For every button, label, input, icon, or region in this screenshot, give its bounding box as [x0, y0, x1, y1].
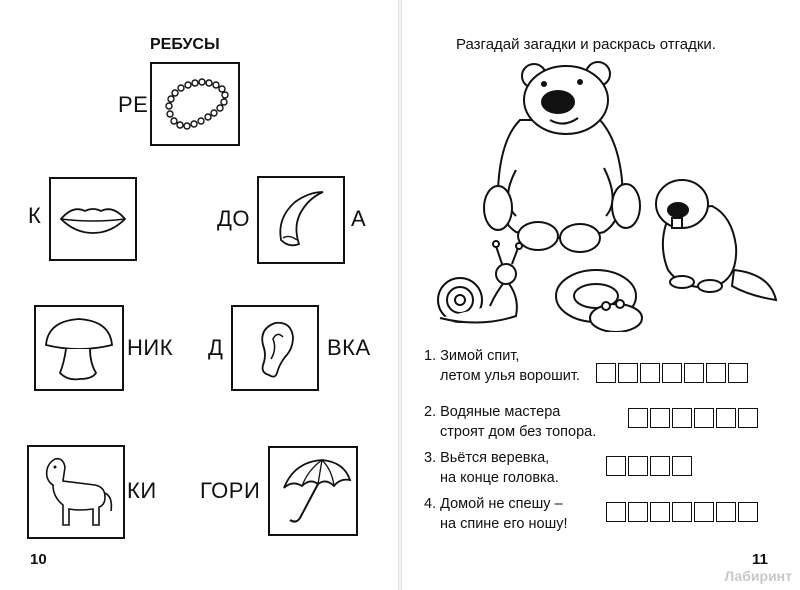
answer-cell[interactable] [628, 502, 648, 522]
book-spine [398, 0, 402, 590]
riddle-3-line-1: 3. Вьётся веревка, [424, 450, 550, 466]
answer-cell[interactable] [738, 408, 758, 428]
page-number-right: 11 [752, 551, 768, 568]
answer-cell[interactable] [728, 363, 748, 383]
rebus-5-suffix: ВКА [327, 335, 371, 360]
bear-drawing [484, 62, 640, 252]
rebus-4-suffix: НИК [127, 335, 174, 360]
horse-icon [29, 447, 123, 537]
riddle-4-line-2: на спине его ношу! [440, 516, 568, 532]
rebus-2-picture-box [49, 177, 137, 261]
rebus-7-prefix: ГОРИ [200, 478, 261, 503]
answer-cell[interactable] [650, 408, 670, 428]
lips-icon [51, 179, 135, 259]
riddle-4 [424, 494, 568, 534]
answer-cell[interactable] [640, 363, 660, 383]
riddle-3-answer-cells[interactable] [606, 456, 692, 476]
beaver-drawing [656, 180, 776, 300]
riddle-1 [424, 346, 580, 386]
beads-necklace-icon [152, 64, 238, 144]
answer-cell[interactable] [694, 502, 714, 522]
riddle-2-answer-cells[interactable] [628, 408, 758, 428]
watermark-logo: Лабиринт [724, 568, 792, 584]
left-page [0, 0, 396, 590]
answer-cell[interactable] [694, 408, 714, 428]
answer-cell[interactable] [716, 408, 736, 428]
claw-icon [259, 178, 343, 262]
rebus-6-suffix: КИ [127, 478, 157, 503]
riddle-4-answer-cells[interactable] [606, 502, 758, 522]
rebus-6-picture-box [27, 445, 125, 539]
riddle-2-line-2: строят дом без топора. [440, 424, 597, 440]
umbrella-icon [270, 448, 356, 534]
ear-icon [233, 307, 317, 389]
rebus-1-picture-box [150, 62, 240, 146]
rebus-5-picture-box [231, 305, 319, 391]
riddle-1-line-1: 1. Зимой спит, [424, 348, 520, 364]
animals-illustration [420, 60, 780, 332]
riddle-1-answer-cells[interactable] [596, 363, 748, 383]
mushroom-icon [36, 307, 122, 389]
rebus-4-picture-box [34, 305, 124, 391]
right-page [404, 0, 800, 590]
riddle-2 [424, 402, 596, 442]
rebus-2-prefix: К [28, 203, 42, 228]
riddle-3 [424, 448, 559, 488]
rebus-3-prefix: ДО [217, 206, 251, 231]
answer-cell[interactable] [684, 363, 704, 383]
instruction-text: Разгадай загадки и раскрась отгадки. [456, 36, 716, 53]
riddle-4-line-1: 4. Домой не спешу – [424, 496, 563, 512]
riddle-3-line-2: на конце головка. [440, 470, 559, 486]
answer-cell[interactable] [618, 363, 638, 383]
snail-drawing [438, 241, 522, 323]
riddle-2-line-1: 2. Водяные мастера [424, 404, 561, 420]
answer-cell[interactable] [606, 456, 626, 476]
answer-cell[interactable] [706, 363, 726, 383]
answer-cell[interactable] [738, 502, 758, 522]
page-title: РЕБУСЫ [150, 36, 220, 53]
answer-cell[interactable] [716, 502, 736, 522]
rebus-7-picture-box [268, 446, 358, 536]
snake-drawing [556, 270, 642, 332]
answer-cell[interactable] [596, 363, 616, 383]
rebus-5-prefix: Д [208, 335, 224, 360]
rebus-3-suffix: А [351, 206, 367, 231]
rebus-3-picture-box [257, 176, 345, 264]
answer-cell[interactable] [628, 456, 648, 476]
rebus-1-prefix: РЕ [118, 92, 149, 117]
answer-cell[interactable] [628, 408, 648, 428]
answer-cell[interactable] [672, 502, 692, 522]
answer-cell[interactable] [672, 408, 692, 428]
answer-cell[interactable] [672, 456, 692, 476]
answer-cell[interactable] [650, 456, 670, 476]
answer-cell[interactable] [606, 502, 626, 522]
answer-cell[interactable] [662, 363, 682, 383]
riddle-1-line-2: летом улья ворошит. [440, 368, 580, 384]
page-number-left: 10 [30, 551, 47, 568]
answer-cell[interactable] [650, 502, 670, 522]
